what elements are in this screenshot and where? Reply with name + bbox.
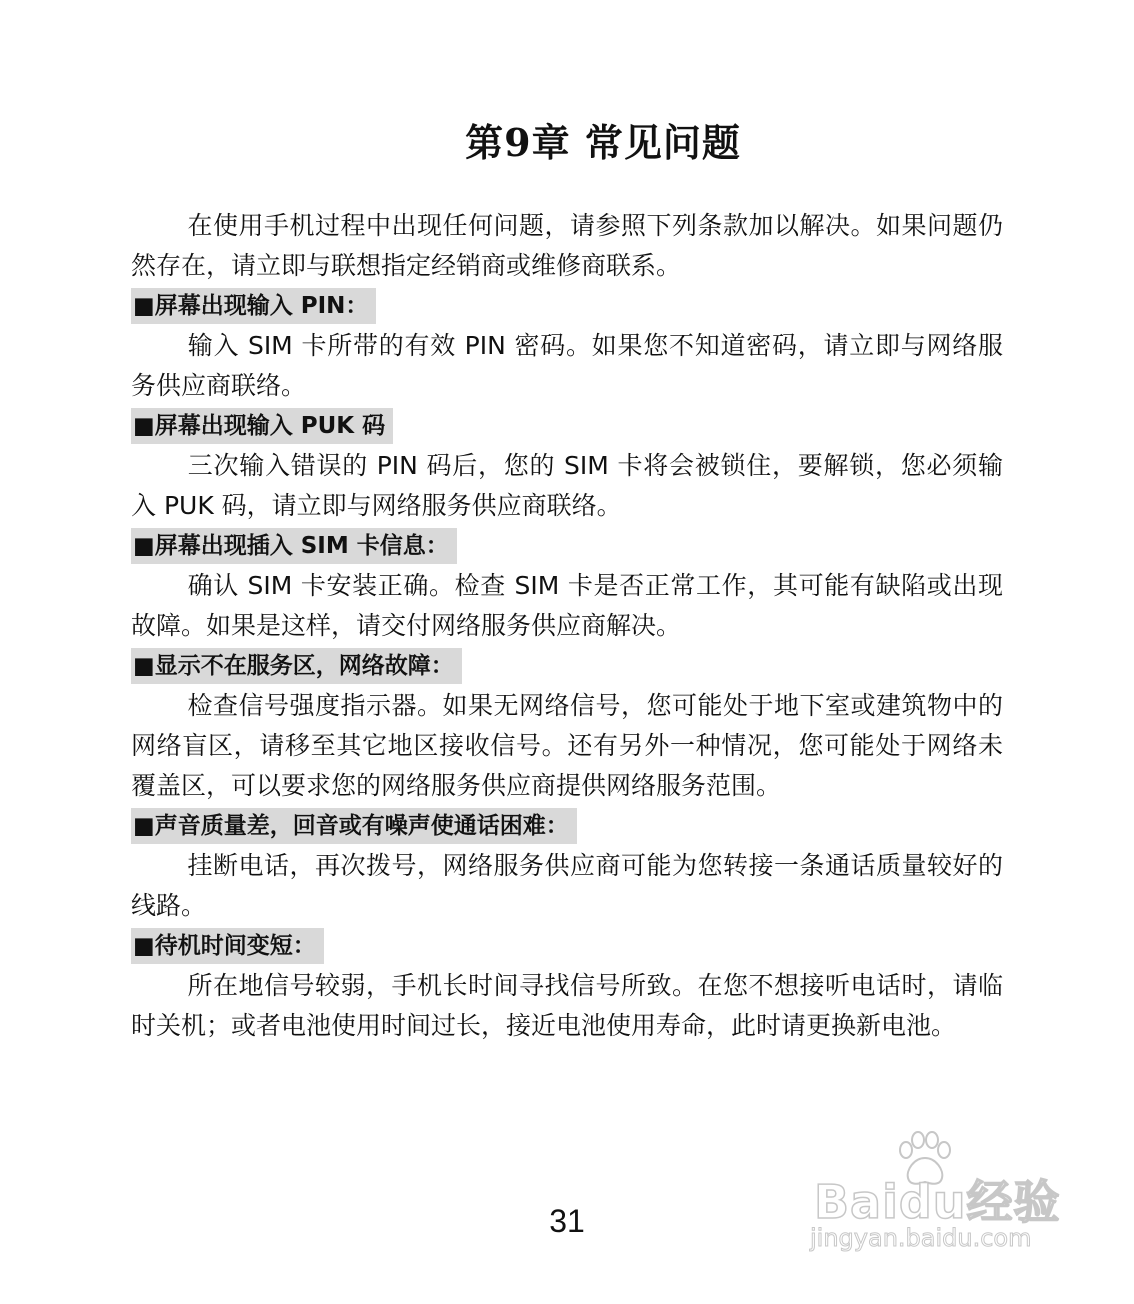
watermark-brand: Baidu经验: [814, 1175, 1061, 1229]
section-puk: [131, 406, 1003, 526]
intro-text: 在使用手机过程中出现任何问题，请参照下列条款加以解决。如果问题仍然存在，请立即与联想指定经销商或维修商联系。: [131, 211, 1003, 280]
page-number: 31: [549, 1203, 585, 1239]
intro-paragraph: [131, 206, 1003, 286]
section-body-text: 检查信号强度指示器。如果无网络信号，您可能处于地下室或建筑物中的网络盲区，请移至其它地区接收信号。还有另外一种情况，您可能处于网络未覆盖区，可以要求您的网络服务供应商提供网络服务范围。: [131, 691, 1003, 800]
section-body: [131, 446, 1003, 526]
section-body-text: 三次输入错误的 PIN 码后，您的 SIM 卡将会被锁住，要解锁，您必须输入 PUK 码，请立即与网络服务供应商联络。: [131, 451, 1003, 520]
section-body: [131, 326, 1003, 406]
section-body: [131, 566, 1003, 646]
section-heading: ■显示不在服务区，网络故障：: [131, 648, 462, 684]
baidu-watermark: [800, 1130, 1070, 1260]
section-sound-quality: [131, 806, 1003, 926]
section-body-text: 确认 SIM 卡安装正确。检查 SIM 卡是否正常工作，其可能有缺陷或出现故障。如果是这样，请交付网络服务供应商解决。: [131, 571, 1003, 640]
section-body-text: 挂断电话，再次拨号，网络服务供应商可能为您转接一条通话质量较好的线路。: [131, 851, 1003, 920]
section-body-text: 输入 SIM 卡所带的有效 PIN 密码。如果您不知道密码，请立即与网络服务供应商联络。: [131, 331, 1003, 400]
page-title: 第9章 常见问题: [465, 120, 741, 165]
section-heading: ■屏幕出现插入 SIM 卡信息：: [131, 528, 457, 564]
watermark-url: jingyan.baidu.com: [810, 1224, 1032, 1252]
section-standby: [131, 926, 1003, 1046]
section-no-service: [131, 646, 1003, 806]
section-insert-sim: [131, 526, 1003, 646]
section-heading: ■声音质量差，回音或有噪声使通话困难：: [131, 808, 577, 844]
section-heading: ■屏幕出现输入 PIN：: [131, 288, 376, 324]
section-heading: ■待机时间变短：: [131, 928, 324, 964]
section-body-text: 所在地信号较弱，手机长时间寻找信号所致。在您不想接听电话时，请临时关机；或者电池使用时间过长，接近电池使用寿命，此时请更换新电池。: [131, 971, 1003, 1040]
section-body: [131, 846, 1003, 926]
content: [131, 206, 1003, 1046]
section-body: [131, 966, 1003, 1046]
section-heading: ■屏幕出现输入 PUK 码: [131, 408, 393, 444]
section-body: [131, 686, 1003, 806]
section-pin: [131, 286, 1003, 406]
